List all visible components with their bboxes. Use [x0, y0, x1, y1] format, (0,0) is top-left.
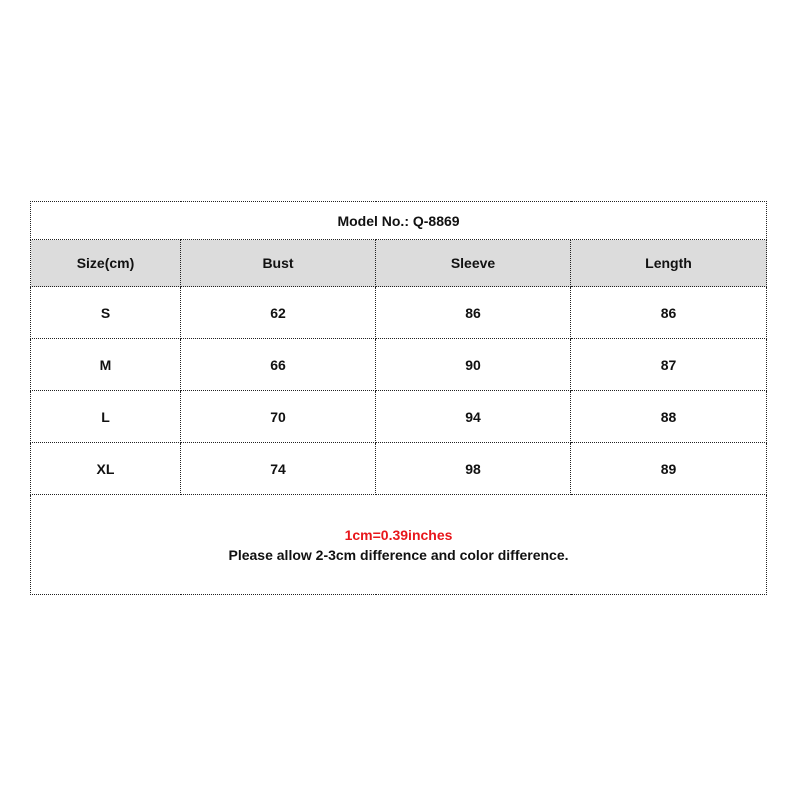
column-header-length: Length [571, 240, 767, 287]
notes-cell [31, 495, 767, 595]
sleeve-cell: 86 [376, 287, 571, 339]
sleeve-cell: 94 [376, 391, 571, 443]
length-cell: 88 [571, 391, 767, 443]
column-header-sleeve: Sleeve [376, 240, 571, 287]
bust-cell: 74 [181, 443, 376, 495]
size-cell: L [31, 391, 181, 443]
sleeve-cell: 98 [376, 443, 571, 495]
size-cell: M [31, 339, 181, 391]
header-row [31, 240, 767, 287]
length-cell: 89 [571, 443, 767, 495]
column-header-size: Size(cm) [31, 240, 181, 287]
size-cell: XL [31, 443, 181, 495]
unit-conversion-note: 1cm=0.39inches [344, 526, 453, 543]
size-cell: S [31, 287, 181, 339]
column-header-bust: Bust [181, 240, 376, 287]
sleeve-cell: 90 [376, 339, 571, 391]
title-row [31, 202, 767, 240]
table-row [31, 287, 767, 339]
table-row [31, 443, 767, 495]
model-number-title: Model No.: Q-8869 [31, 202, 767, 240]
length-cell: 87 [571, 339, 767, 391]
size-chart-table [30, 201, 767, 595]
table-row [31, 391, 767, 443]
bust-cell: 62 [181, 287, 376, 339]
bust-cell: 70 [181, 391, 376, 443]
bust-cell: 66 [181, 339, 376, 391]
length-cell: 86 [571, 287, 767, 339]
measurement-disclaimer: Please allow 2-3cm difference and color difference. [228, 546, 569, 563]
notes-row [31, 495, 767, 595]
table-row [31, 339, 767, 391]
